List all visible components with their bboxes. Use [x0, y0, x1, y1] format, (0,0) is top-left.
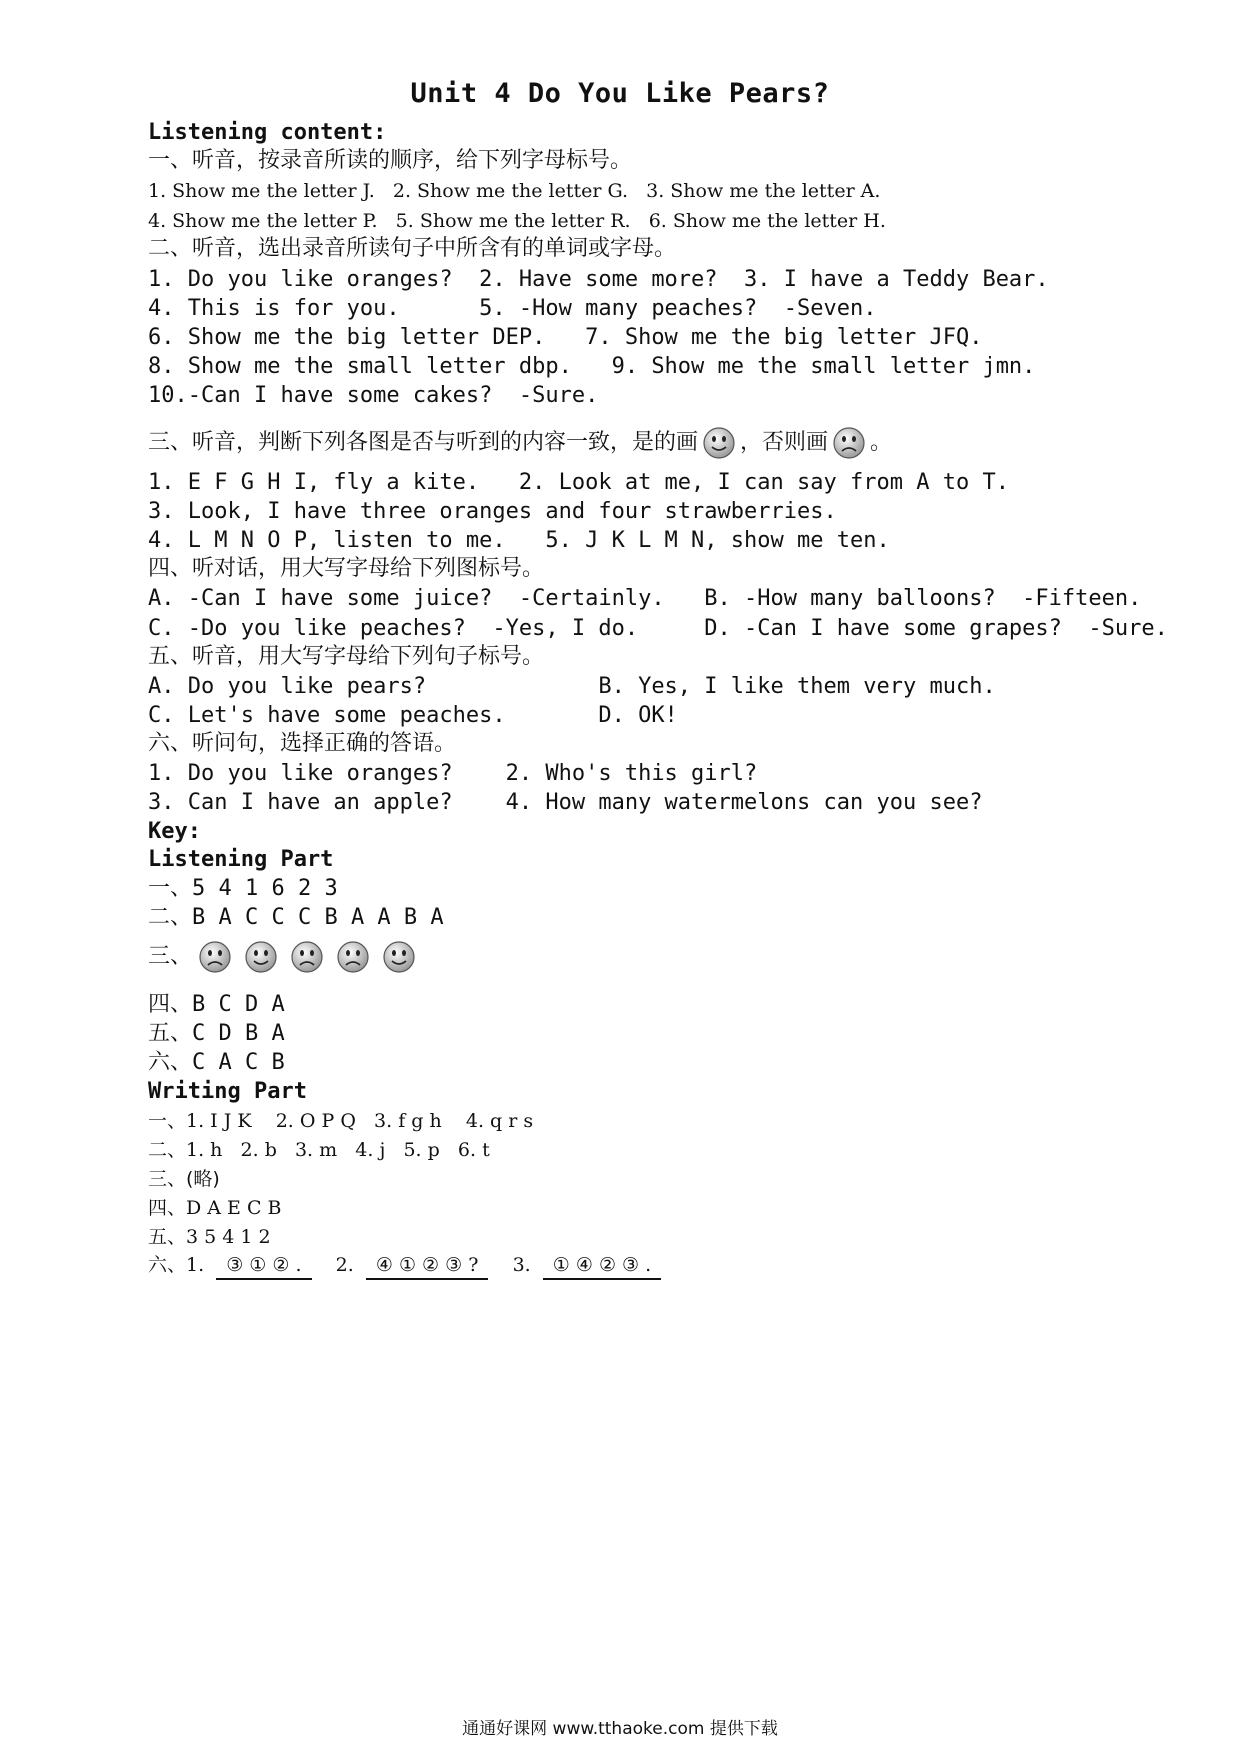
key-writing-6-answer-3: ① ④ ② ③ . [543, 1252, 661, 1280]
sad-face-icon [336, 940, 370, 974]
section-4-title: 四、听对话，用大写字母给下列图标号。 [148, 556, 545, 581]
section-2-title: 二、听音，选出录音所读句子中所含有的单词或字母。 [148, 236, 677, 261]
section-3-title-b: ，否则画 [740, 430, 829, 455]
listening-content-heading: Listening content: [148, 120, 387, 145]
key-heading: Key: [148, 819, 201, 844]
key-listening-3 [148, 940, 422, 974]
listening-part-heading: Listening Part [148, 847, 334, 872]
sad-face-icon [198, 940, 232, 974]
key-writing-4: 四、D A E C B [148, 1197, 282, 1219]
key-writing-6-answer-2: ④ ① ② ③ ? [366, 1252, 488, 1280]
key-writing-2: 二、1. h 2. b 3. m 4. j 5. p 6. t [148, 1139, 490, 1161]
smiley-face-icon [382, 940, 416, 974]
key-listening-3-prefix: 三、 [148, 944, 193, 969]
key-listening-5: 五、C D B A [148, 1021, 285, 1046]
section-4-row-2: C. -Do you like peaches? -Yes, I do. D. -Can I have some grapes? -Sure. [148, 616, 1168, 641]
key-writing-6-prefix: 六、1. [148, 1254, 205, 1276]
section-6-row-1: 1. Do you like oranges? 2. Who's this girl? [148, 761, 758, 786]
page-title: Unit 4 Do You Like Pears? [410, 78, 830, 109]
section-1-title: 一、听音，按录音所读的顺序，给下列字母标号。 [148, 148, 633, 173]
section-3-row-3: 4. L M N O P, listen to me. 5. J K L M N, show me ten. [148, 528, 890, 553]
section-3-title [148, 426, 892, 460]
section-2-row-4: 8. Show me the small letter dbp. 9. Show me the small letter jmn. [148, 354, 1036, 379]
section-2-row-3: 6. Show me the big letter DEP. 7. Show me the big letter JFQ. [148, 325, 983, 350]
section-5-row-1: A. Do you like pears? B. Yes, I like them very much. [148, 674, 996, 699]
page-footer: 通通好课网 www.tthaoke.com 提供下载 [462, 1719, 778, 1739]
key-writing-6-answer-1: ③ ① ② . [216, 1252, 311, 1280]
key-listening-4: 四、B C D A [148, 992, 285, 1017]
section-2-row-1: 1. Do you like oranges? 2. Have some more? 3. I have a Teddy Bear. [148, 267, 1049, 292]
section-5-title: 五、听音，用大写字母给下列句子标号。 [148, 644, 545, 669]
section-6-row-2: 3. Can I have an apple? 4. How many watermelons can you see? [148, 790, 983, 815]
section-3-row-1: 1. E F G H I, fly a kite. 2. Look at me, I can say from A to T. [148, 470, 1009, 495]
key-writing-5: 五、3 5 4 1 2 [148, 1226, 271, 1248]
section-4-row-1: A. -Can I have some juice? -Certainly. B. -How many balloons? -Fifteen. [148, 586, 1142, 611]
smiley-face-icon [244, 940, 278, 974]
section-6-title: 六、听问句，选择正确的答语。 [148, 731, 457, 756]
key-writing-6-number-3: 3. [512, 1254, 531, 1276]
sad-face-icon [290, 940, 324, 974]
sad-face-icon [832, 426, 866, 460]
key-writing-6-number-2: 2. [335, 1254, 354, 1276]
section-3-title-c: 。 [870, 430, 893, 455]
section-5-row-2: C. Let's have some peaches. D. OK! [148, 703, 678, 728]
key-writing-6 [148, 1250, 661, 1280]
section-2-row-5: 10.-Can I have some cakes? -Sure. [148, 383, 599, 408]
key-listening-3-faces [192, 944, 422, 969]
section-3-title-a: 三、听音，判断下列各图是否与听到的内容一致，是的画 [148, 430, 699, 455]
section-1-row-2: 4. Show me the letter P. 5. Show me the letter R. 6. Show me the letter H. [148, 210, 886, 232]
key-writing-3: 三、(略) [148, 1168, 220, 1190]
smiley-face-icon [702, 426, 736, 460]
key-listening-1: 一、5 4 1 6 2 3 [148, 876, 338, 901]
section-3-row-2: 3. Look, I have three oranges and four strawberries. [148, 499, 837, 524]
section-1-row-1: 1. Show me the letter J. 2. Show me the letter G. 3. Show me the letter A. [148, 180, 881, 202]
writing-part-heading: Writing Part [148, 1079, 307, 1104]
key-listening-2: 二、B A C C C B A A B A [148, 905, 444, 930]
section-2-row-2: 4. This is for you. 5. -How many peaches? -Seven. [148, 296, 877, 321]
key-writing-1: 一、1. I J K 2. O P Q 3. f g h 4. q r s [148, 1110, 534, 1132]
key-listening-6: 六、C A C B [148, 1050, 285, 1075]
